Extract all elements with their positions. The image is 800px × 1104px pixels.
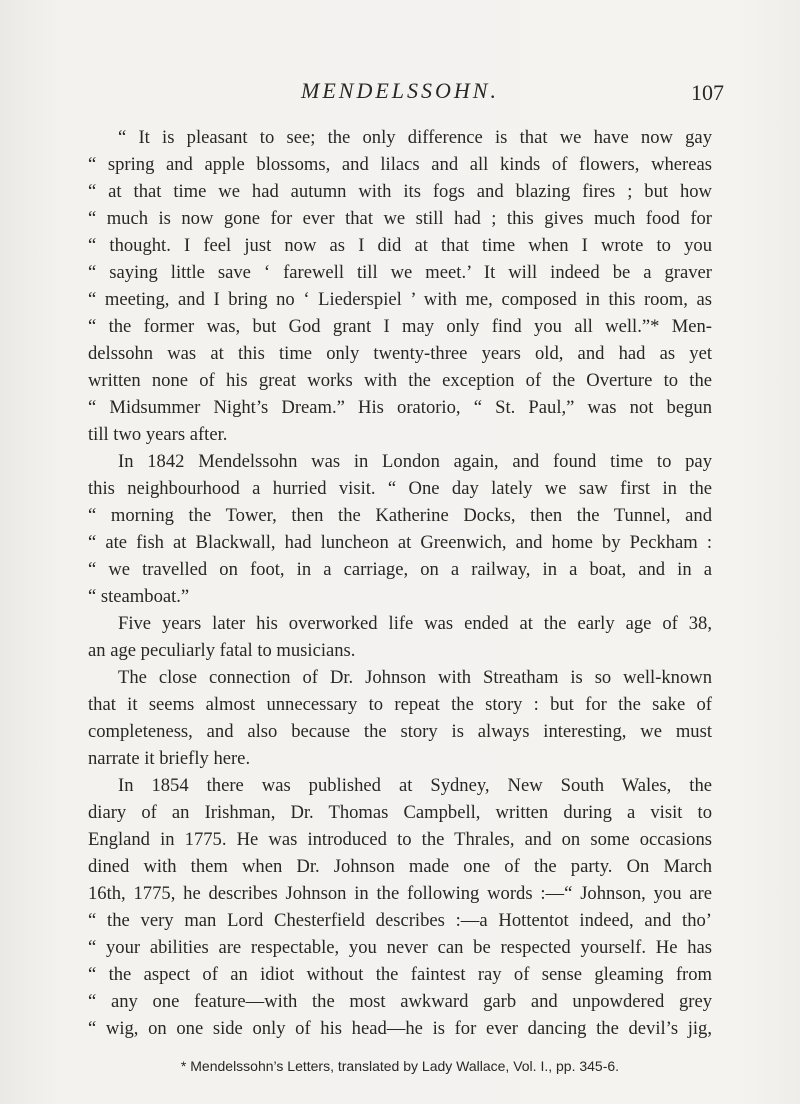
text-line: diary of an Irishman, Dr. Thomas Campbell, written during a visit to [88,802,712,823]
text-line: “ we travelled on foot, in a carriage, on a railway, in a boat, and in a [88,559,712,580]
text-line: completeness, and also because the story is always interesting, we must [88,721,712,742]
text-line: delssohn was at this time only twenty-three years old, and had as yet [88,343,712,364]
text-line: “ the very man Lord Chesterfield describes :—a Hottentot indeed, and tho’ [88,910,712,931]
text-line: “ morning the Tower, then the Katherine Docks, then the Tunnel, and [88,505,712,526]
text-line: In 1842 Mendelssohn was in London again, and found time to pay [118,451,712,472]
text-line: Five years later his overworked life was ended at the early age of 38, [118,613,712,634]
text-line: dined with them when Dr. Johnson made one of the party. On March [88,856,712,877]
body-text [88,124,712,1042]
text-line: “ any one feature—with the most awkward garb and unpowdered grey [88,991,712,1012]
text-line: “ the aspect of an idiot without the faintest ray of sense gleaming from [88,964,712,985]
text-line: that it seems almost unnecessary to repeat the story : but for the sake of [88,694,712,715]
text-line: written none of his great works with the exception of the Overture to the [88,370,712,391]
text-line: “ your abilities are respectable, you never can be respected yourself. He has [88,937,712,958]
text-line: narrate it briefly here. [88,748,251,769]
text-line: “ at that time we had autumn with its fogs and blazing fires ; but how [88,181,712,202]
text-line: an age peculiarly fatal to musicians. [88,640,356,661]
page-header [0,78,800,118]
text-line: The close connection of Dr. Johnson with Streatham is so well-known [118,667,712,688]
text-line: “ meeting, and I bring no ‘ Liederspiel ’ with me, composed in this room, as [88,289,712,310]
footnote: * Mendelssohn’s Letters, translated by Lady Wallace, Vol. I., pp. 345-6. [180,1058,620,1074]
text-line: “ steamboat.” [88,586,190,607]
text-line: “ saying little save ‘ farewell till we meet.’ It will indeed be a graver [88,262,712,283]
text-line: “ thought. I feel just now as I did at that time when I wrote to you [88,235,712,256]
text-line: “ spring and apple blossoms, and lilacs and all kinds of flowers, whereas [88,154,712,175]
running-title: MENDELSSOHN. [301,78,499,103]
text-line: England in 1775. He was introduced to the Thrales, and on some occasions [88,829,712,850]
text-line: “ ate fish at Blackwall, had luncheon at Greenwich, and home by Peckham : [88,532,712,553]
text-line: “ the former was, but God grant I may only find you all well.”* Men- [88,316,712,337]
text-line: till two years after. [88,424,228,445]
page-number: 107 [691,80,724,105]
text-line: In 1854 there was published at Sydney, New South Wales, the [118,775,712,796]
text-line: “ much is now gone for ever that we still had ; this gives much food for [88,208,712,229]
text-line: “ wig, on one side only of his head—he is for ever dancing the devil’s jig, [88,1018,712,1039]
text-line: this neighbourhood a hurried visit. “ One day lately we saw first in the [88,478,712,499]
text-line: 16th, 1775, he describes Johnson in the following words :—“ Johnson, you are [88,883,712,904]
text-line: “ It is pleasant to see; the only difference is that we have now gay [118,127,712,148]
text-line: “ Midsummer Night’s Dream.” His oratorio, “ St. Paul,” was not begun [88,397,712,418]
